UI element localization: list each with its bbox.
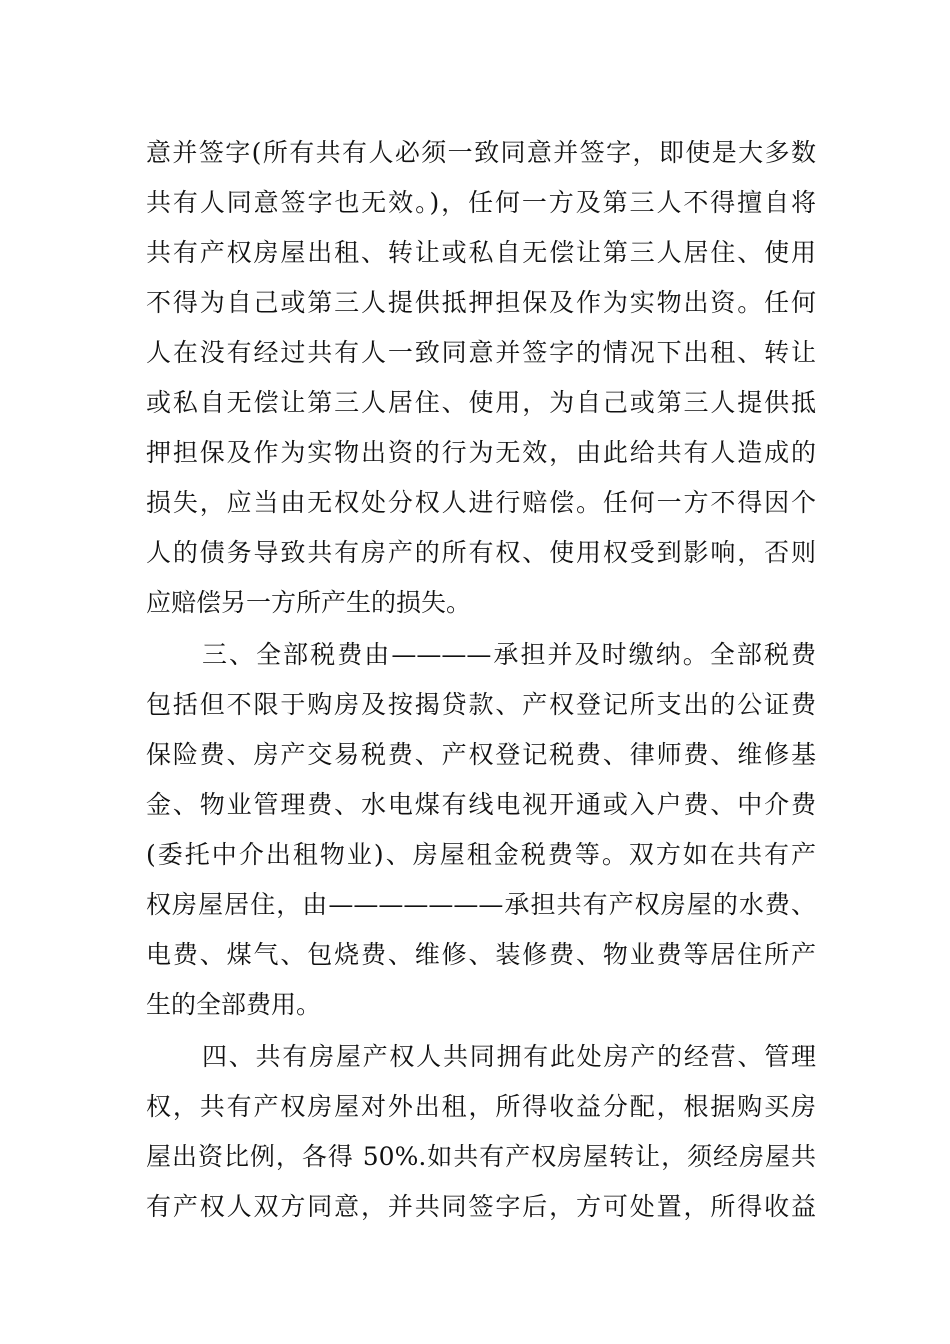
- text-line: 人的债务导致共有房产的所有权、使用权受到影响，否则: [146, 538, 816, 567]
- text-line: 应赔偿另一方所产生的损失。: [146, 588, 472, 617]
- paragraph-section-3-taxes: [146, 630, 816, 1030]
- text-line: 保险费、房产交易税费、产权登记税费、律师费、维修基: [146, 740, 816, 769]
- text-line: 生的全部费用。: [146, 990, 322, 1019]
- text-line: 不得为自己或第三人提供抵押担保及作为实物出资。任何: [146, 288, 816, 317]
- text-line: 电费、煤气、包烧费、维修、装修费、物业费等居住所产: [146, 940, 816, 969]
- text-line: 意并签字(所有共有人必须一致同意并签字，即使是大多数: [146, 138, 816, 167]
- text-line: 包括但不限于购房及按揭贷款、产权登记所支出的公证费: [146, 690, 816, 719]
- paragraph-section-4-management: [146, 1032, 816, 1232]
- paragraph-continuation: [146, 128, 816, 628]
- text-line: 有产权人双方同意，并共同签字后，方可处置，所得收益: [146, 1192, 816, 1221]
- text-line: 金、物业管理费、水电煤有线电视开通或入户费、中介费: [146, 790, 816, 819]
- text-line: 权，共有产权房屋对外出租，所得收益分配，根据购买房: [146, 1092, 816, 1121]
- text-line: 屋出资比例，各得 50%.如共有产权房屋转让，须经房屋共: [146, 1142, 816, 1171]
- text-line: 损失，应当由无权处分权人进行赔偿。任何一方不得因个: [146, 488, 816, 517]
- text-line: 三、全部税费由————承担并及时缴纳。全部税费: [202, 640, 816, 669]
- text-line: 或私自无偿让第三人居住、使用，为自己或第三人提供抵: [146, 388, 816, 417]
- text-line: 押担保及作为实物出资的行为无效，由此给共有人造成的: [146, 438, 816, 467]
- document-body: [146, 128, 816, 1232]
- text-line: 权房屋居住，由———————承担共有产权房屋的水费、: [146, 890, 816, 919]
- text-line: 共有产权房屋出租、转让或私自无偿让第三人居住、使用: [146, 238, 816, 267]
- text-line: 人在没有经过共有人一致同意并签字的情况下出租、转让: [146, 338, 816, 367]
- text-line: (委托中介出租物业)、房屋租金税费等。双方如在共有产: [146, 840, 816, 869]
- text-line: 共有人同意签字也无效。)，任何一方及第三人不得擅自将: [146, 188, 816, 217]
- text-line: 四、共有房屋产权人共同拥有此处房产的经营、管理: [202, 1042, 816, 1071]
